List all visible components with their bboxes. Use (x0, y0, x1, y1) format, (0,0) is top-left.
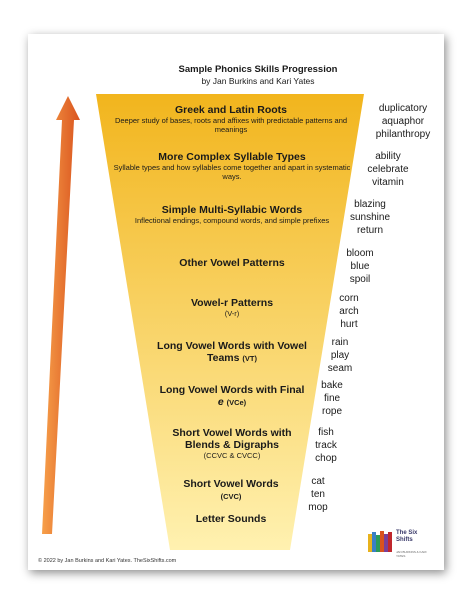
examples-short-vowel-words (290, 475, 346, 514)
level-note: (VCe) (226, 398, 247, 407)
example-word: blazing (354, 199, 386, 210)
example-word: hurt (340, 319, 358, 330)
example-word: return (356, 225, 384, 236)
examples-short-vowel-blends-digraphs (298, 426, 354, 465)
examples-long-vowel-final-e (304, 379, 360, 418)
example-word: mop (308, 502, 328, 513)
level-title (156, 384, 308, 408)
level-greek-latin-roots (106, 104, 356, 134)
example-word: bloom (346, 248, 374, 259)
example-word: arch (339, 306, 359, 317)
examples-long-vowel-teams (312, 336, 368, 375)
logo-name: The Six Shifts (396, 530, 418, 543)
level-short-vowel-words (178, 478, 284, 502)
examples-other-vowel-patterns (330, 247, 390, 286)
example-word: celebrate (367, 164, 409, 175)
example-word: blue (350, 261, 370, 272)
example-word: chop (315, 453, 337, 464)
level-title: Short Vowel Words with Blends & Digraphs (172, 427, 292, 451)
level-vowel-r-patterns (140, 297, 324, 318)
poster-byline: by Jan Burkins and Kari Yates (201, 76, 315, 86)
example-word: track (315, 440, 337, 451)
level-note: (CVC) (220, 492, 242, 501)
level-other-vowel-patterns (132, 257, 332, 269)
example-word: sunshine (349, 212, 391, 223)
example-word: rain (331, 337, 349, 348)
copyright-footer: © 2022 by Jan Burkins and Kari Yates. TheSixShifts.com (38, 558, 177, 564)
example-word: philanthropy (375, 129, 431, 140)
level-title: More Complex Syllable Types (158, 151, 306, 163)
logo-tagline: JAN BURKINS & KARI YATES (396, 550, 427, 558)
examples-vowel-r-patterns (322, 292, 376, 331)
example-word: play (330, 350, 350, 361)
level-title: Other Vowel Patterns (179, 257, 285, 269)
example-word: bake (321, 380, 343, 391)
poster-title: Sample Phonics Skills Progression (178, 64, 338, 75)
example-word: rope (321, 406, 342, 417)
level-title: Greek and Latin Roots (174, 104, 288, 116)
level-title (150, 340, 314, 364)
examples-multi-syllabic-words (340, 198, 400, 237)
example-word: ten (311, 489, 325, 500)
level-title: Vowel-r Patterns (190, 297, 274, 309)
example-word: seam (327, 363, 353, 374)
example-word: ability (375, 151, 401, 162)
example-word: spoil (349, 274, 371, 285)
level-description: Syllable types and how syllables come together and apart in systematic ways. (113, 163, 351, 181)
level-short-vowel-blends-digraphs (160, 427, 304, 460)
logo-bar (388, 532, 392, 552)
example-word: duplicatory (378, 103, 428, 114)
level-note: (VT) (242, 354, 257, 363)
example-word: vitamin (372, 177, 404, 188)
level-long-vowel-final-e (156, 384, 308, 408)
example-word: corn (339, 293, 359, 304)
level-long-vowel-teams (150, 340, 314, 364)
level-description: Inflectional endings, compound words, and simple prefixes (134, 216, 330, 225)
example-word: fish (318, 427, 334, 438)
level-title-text: Long Vowel Words with Final (159, 384, 305, 396)
examples-complex-syllable-types (352, 150, 424, 189)
examples-greek-latin-roots (364, 102, 442, 141)
example-word: cat (311, 476, 325, 487)
level-complex-syllable-types (110, 151, 354, 181)
level-title-italic: e (217, 396, 224, 408)
level-description: (V-r) (224, 309, 240, 318)
level-title-text: Short Vowel Words (183, 478, 279, 490)
level-description: Deeper study of bases, roots and affixes with predictable patterns and meanings (114, 116, 348, 134)
poster-page (28, 34, 444, 570)
progress-arrow (42, 96, 80, 534)
level-letter-sounds (194, 513, 268, 525)
level-title-text: Long Vowel Words with Vowel Teams (157, 340, 307, 364)
six-shifts-logo (368, 528, 428, 556)
level-description: (CCVC & CVCC) (203, 451, 261, 460)
example-word: fine (323, 393, 341, 404)
level-title: Simple Multi-Syllabic Words (161, 204, 303, 216)
example-word: aquaphor (381, 116, 425, 127)
level-multi-syllabic-words (120, 204, 344, 225)
level-title (178, 478, 284, 502)
level-title: Letter Sounds (195, 513, 267, 525)
